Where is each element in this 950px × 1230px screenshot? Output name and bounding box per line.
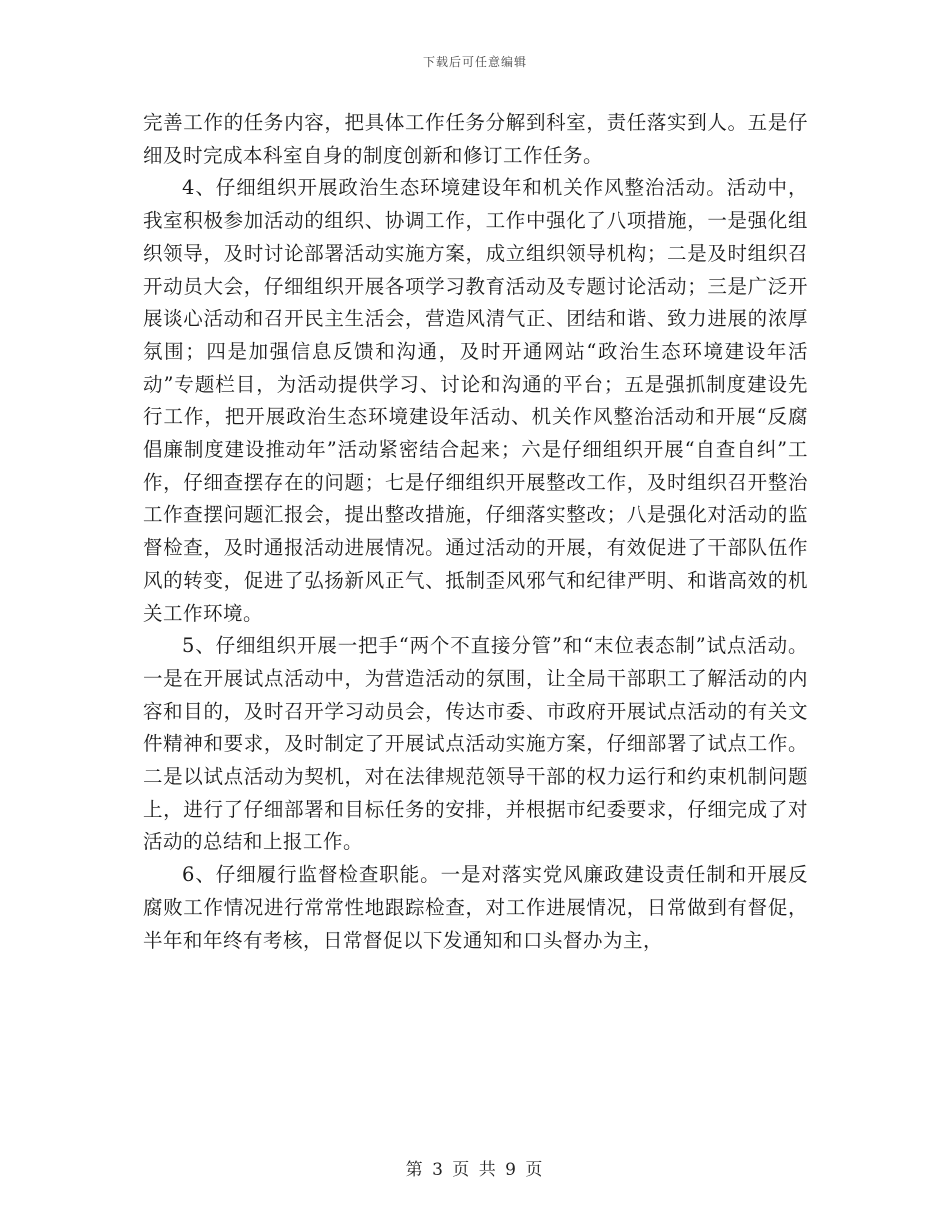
page-header: 下载后可任意编辑 <box>422 55 527 69</box>
paragraph-continuation: 完善工作的任务内容，把具体工作任务分解到科室，责任落实到人。五是仔细及时完成本科室自身的制度创新和修订工作任务。 <box>143 111 808 167</box>
paragraph-item-4: 4、仔细组织开展政治生态环境建设年和机关作风整治活动。活动中，我室积极参加活动的组织、协调工作，工作中强化了八项措施，一是强化组织领导，及时讨论部署活动实施方案，成立组织领导机构；二是及时组织召开动员大会，仔细组织开展各项学习教育活动及专题讨论活动；三是广泛开展谈心活动和召开民主生活会，营造风清气正、团结和谐、致力进展的浓厚氛围；四是加强信息反馈和沟通，及时开通网站“政治生态环境建设年活动”专题栏目，为活动提供学习、讨论和沟通的平台；五是强抓制度建设先行工作，把开展政治生态环境建设年活动、机关作风整治活动和开展“反腐倡廉制度建设推动年”活动紧密结合起来；六是仔细组织开展“自查自纠”工作，仔细查摆存在的问题；七是仔细组织开展整改工作，及时组织召开整治工作查摆问题汇报会，提出整改措施，仔细落实整改；八是强化对活动的监督检查，及时通报活动进展情况。通过活动的开展，有效促进了干部队伍作风的转变，促进了弘扬新风正气、抵制歪风邪气和纪律严明、和谐高效的机关工作环境。 <box>143 176 808 625</box>
page-footer: 第 3 页 共 9 页 <box>405 1160 545 1180</box>
paragraph-item-5: 5、仔细组织开展一把手“两个不直接分管”和“末位表态制”试点活动。一是在开展试点活动中，为营造活动的氛围，让全局干部职工了解活动的内容和目的，及时召开学习动员会，传达市委、市政府开展试点活动的有关文件精神和要求，及时制定了开展试点活动实施方案，仔细部署了试点工作。二是以试点活动为契机，对在法律规范领导干部的权力运行和约束机制问题上，进行了仔细部署和目标任务的安排，并根据市纪委要求，仔细完成了对活动的总结和上报工作。 <box>143 634 808 854</box>
document-body <box>143 107 808 957</box>
paragraph-item-6: 6、仔细履行监督检查职能。一是对落实党风廉政建设责任制和开展反腐败工作情况进行常常性地跟踪检查，对工作进展情况，日常做到有督促，半年和年终有考核，日常督促以下发通知和口头督办为主， <box>143 863 808 952</box>
